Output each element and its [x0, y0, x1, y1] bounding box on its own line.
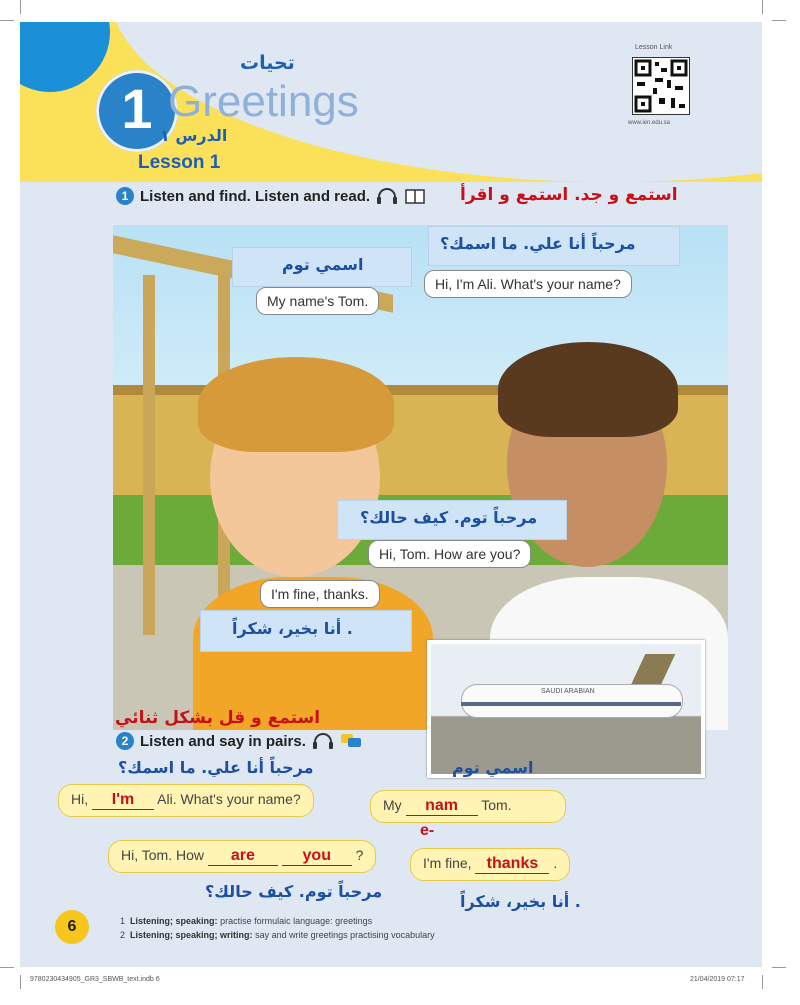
exercise-text: ? — [355, 847, 364, 863]
activity-2-arabic: استمع و قل بشكل ثنائي — [115, 708, 321, 728]
crop-mark — [0, 967, 14, 968]
exercise-text: Hi, Tom. How — [121, 847, 204, 863]
exercise-text: Ali. What's your name? — [157, 791, 301, 807]
page-number: 6 — [55, 910, 89, 944]
answer-blank[interactable]: you — [282, 847, 352, 866]
activity-text: Listen and find. Listen and read. — [140, 187, 371, 205]
ex-translation-tom: اسمي توم — [452, 758, 534, 777]
ex-translation-how: مرحباً توم. كيف حالك؟ — [205, 882, 383, 901]
objective-skill: Listening; speaking; writing: — [130, 930, 253, 940]
answer-overflow: e- — [420, 822, 435, 839]
exercise-bubble-3 — [108, 840, 376, 873]
objective-text: practise formulaic language: greetings — [220, 916, 373, 926]
translation-ali: مرحباً أنا علي. ما اسمك؟ — [440, 234, 636, 253]
book-icon — [404, 187, 426, 205]
plane-stripe — [461, 702, 681, 706]
exercise-text: I'm fine, — [423, 855, 472, 871]
ali-hair — [498, 342, 678, 437]
exercise-bubble-1 — [58, 784, 314, 817]
learning-objectives — [120, 914, 435, 942]
crop-mark — [772, 967, 786, 968]
activity-2-instruction — [116, 732, 362, 750]
title-arabic: تحيات — [240, 52, 295, 74]
headphones-icon — [312, 732, 334, 750]
answer-blank[interactable]: are — [208, 847, 278, 866]
pillar — [143, 275, 155, 635]
page-title: Greetings — [168, 77, 359, 126]
activity-text: Listen and say in pairs. — [140, 732, 306, 750]
speech-bubble-how: Hi, Tom. How are you? — [368, 540, 531, 568]
activity-1-arabic: استمع و جد. استمع و اقرأ — [460, 185, 678, 205]
plane-livery-text: SAUDI ARABIAN — [541, 688, 595, 695]
tom-hair — [198, 357, 394, 452]
speech-bubble-tom: My name's Tom. — [256, 287, 379, 315]
translation-fine: أنا بخير، شكراً . — [232, 619, 353, 638]
answer-blank[interactable]: thanks — [475, 855, 549, 874]
crop-mark — [20, 0, 21, 14]
headphones-icon — [376, 187, 398, 205]
crop-mark — [0, 20, 14, 21]
exercise-bubble-2 — [370, 790, 566, 823]
speech-bubbles-icon — [340, 732, 362, 750]
print-file-name: 9780230434905_GR3_SBWB_text.indb 6 — [30, 976, 160, 983]
website-url: www.ien.edu.sa — [628, 120, 671, 126]
lesson-arabic: الدرس ١ — [160, 126, 228, 145]
lesson-label: Lesson 1 — [138, 152, 221, 173]
speech-bubble-ali: Hi, I'm Ali. What's your name? — [424, 270, 632, 298]
activity-number: 2 — [116, 732, 134, 750]
translation-how: مرحباً توم. كيف حالك؟ — [360, 508, 538, 527]
speech-bubble-fine: I'm fine, thanks. — [260, 580, 380, 608]
objective-skill: Listening; speaking: — [130, 916, 218, 926]
objective-number: 2 — [120, 930, 126, 940]
qr-code-icon[interactable] — [632, 57, 690, 115]
print-date: 21/04/2019 07:17 — [690, 976, 745, 983]
activity-number: 1 — [116, 187, 134, 205]
activity-1-instruction — [116, 187, 426, 205]
crop-mark — [762, 975, 763, 989]
exercise-bubble-4 — [410, 848, 570, 881]
crop-mark — [762, 0, 763, 14]
exercise-text: Tom. — [481, 797, 512, 813]
exercise-text: . — [553, 855, 558, 871]
ex-translation-ali: مرحباً أنا علي. ما اسمك؟ — [118, 758, 314, 777]
exercise-text: My — [383, 797, 402, 813]
unit-number: 1 — [121, 77, 153, 140]
translation-tom: اسمي توم — [282, 255, 364, 274]
objective-number: 1 — [120, 916, 126, 926]
answer-blank[interactable]: nam — [406, 797, 478, 816]
crop-mark — [20, 975, 21, 989]
answer-blank[interactable]: I'm — [92, 791, 154, 810]
crop-mark — [772, 20, 786, 21]
objective-text: say and write greetings practising vocabulary — [255, 930, 435, 940]
exercise-text: Hi, — [71, 791, 89, 807]
textbook-page — [20, 22, 762, 967]
lesson-link-label: Lesson Link — [635, 44, 673, 51]
ex-translation-fine: أنا بخير، شكراً . — [460, 892, 581, 911]
